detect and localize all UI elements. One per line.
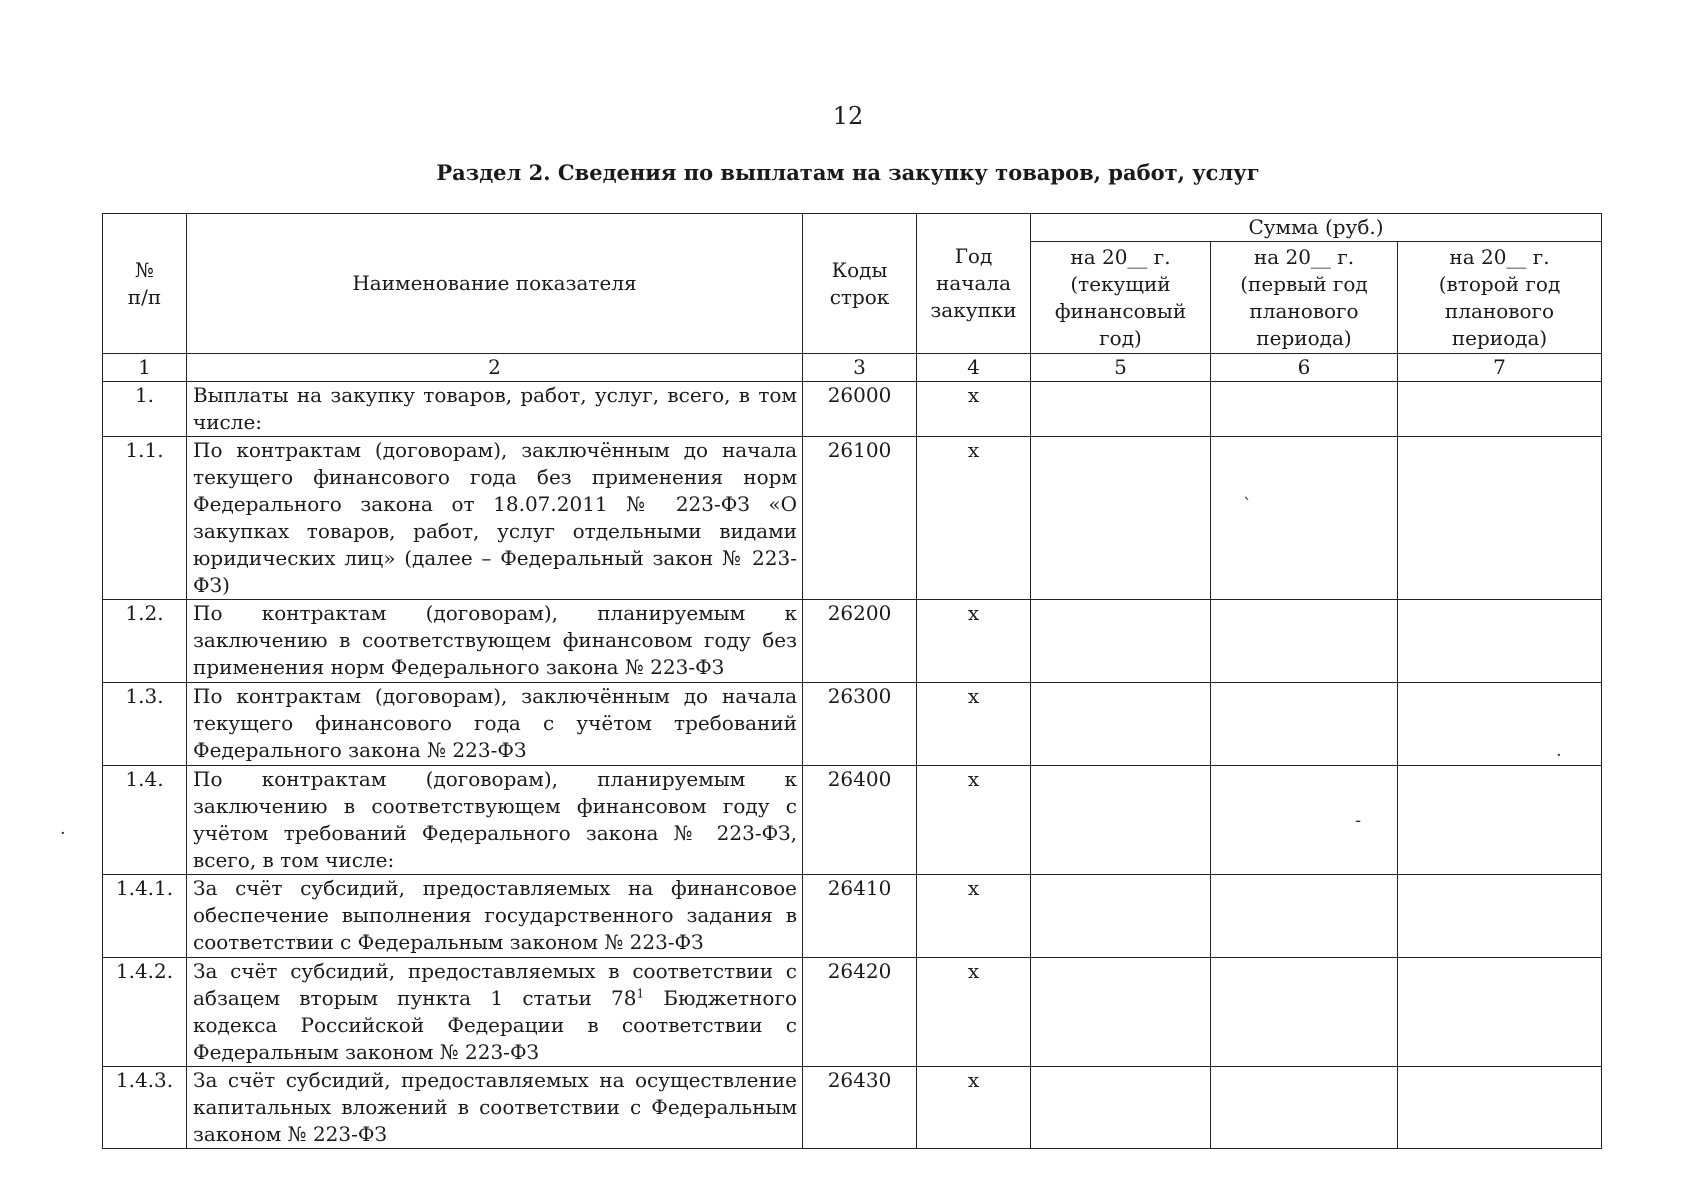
header-col6 <box>1211 242 1398 354</box>
row-year: х <box>917 1067 1031 1149</box>
table-row <box>103 1067 1602 1149</box>
row-name: Выплаты на закупку товаров, работ, услуг, всего, в том числе: <box>187 382 803 437</box>
header-year-text: Год начала закупки <box>930 244 1017 322</box>
row-year: х <box>917 683 1031 766</box>
sum-second-plan-year-cell[interactable] <box>1398 600 1602 683</box>
row-name <box>187 958 803 1067</box>
sum-first-plan-year-cell[interactable] <box>1211 437 1398 600</box>
header-col5 <box>1031 242 1211 354</box>
row-name: По контрактам (договорам), заключённым до начала текущего финансового года с учётом требований Федерального закона № 223-ФЗ <box>187 683 803 766</box>
scan-speck: · <box>60 823 66 844</box>
sum-first-plan-year-cell[interactable] <box>1211 382 1398 437</box>
sum-current-year-cell[interactable] <box>1031 1067 1211 1149</box>
sum-current-year-cell[interactable] <box>1031 683 1211 766</box>
scan-speck: · <box>1556 745 1562 766</box>
row-name: За счёт субсидий, предоставляемых на финансовое обеспечение выполнения государственного задания в соответствии с Федеральным законом № 223-ФЗ <box>187 875 803 958</box>
sum-second-plan-year-cell[interactable] <box>1398 766 1602 875</box>
header-col7 <box>1398 242 1602 354</box>
header-code <box>803 214 917 354</box>
column-number: 6 <box>1211 354 1398 382</box>
row-number: 1.2. <box>103 600 187 683</box>
payments-table <box>102 213 1602 1149</box>
row-number: 1.4.3. <box>103 1067 187 1149</box>
table-row <box>103 683 1602 766</box>
header-num-text: № п/п <box>127 257 162 309</box>
sum-second-plan-year-cell[interactable] <box>1398 875 1602 958</box>
row-name: За счёт субсидий, предоставляемых на осуществление капитальных вложений в соответствии с Федеральным законом № 223-ФЗ <box>187 1067 803 1149</box>
row-number: 1.4.2. <box>103 958 187 1067</box>
row-name: По контрактам (договорам), планируемым к заключению в соответствующем финансовом году без применения норм Федерального закона № 223-ФЗ <box>187 600 803 683</box>
sum-first-plan-year-cell[interactable] <box>1211 600 1398 683</box>
row-number: 1.1. <box>103 437 187 600</box>
row-code: 26000 <box>803 382 917 437</box>
row-number: 1.3. <box>103 683 187 766</box>
header-num <box>103 214 187 354</box>
scan-speck: ` <box>1243 495 1252 516</box>
table-row <box>103 382 1602 437</box>
sum-current-year-cell[interactable] <box>1031 875 1211 958</box>
row-name: По контрактам (договорам), планируемым к заключению в соответствующем финансовом году с учётом требований Федерального закона № 223-ФЗ, всего, в том числе: <box>187 766 803 875</box>
sum-first-plan-year-cell[interactable] <box>1211 1067 1398 1149</box>
sum-current-year-cell[interactable] <box>1031 958 1211 1067</box>
sum-second-plan-year-cell[interactable] <box>1398 958 1602 1067</box>
row-code: 26100 <box>803 437 917 600</box>
header-col7-text: на 20__ г. (второй год планового периода) <box>1438 244 1561 350</box>
row-year: х <box>917 766 1031 875</box>
sum-current-year-cell[interactable] <box>1031 382 1211 437</box>
header-sum-text: Сумма (руб.) <box>1248 215 1384 239</box>
sum-current-year-cell[interactable] <box>1031 600 1211 683</box>
row-year: х <box>917 382 1031 437</box>
row-code: 26300 <box>803 683 917 766</box>
row-code: 26420 <box>803 958 917 1067</box>
table-row <box>103 766 1602 875</box>
header-year <box>917 214 1031 354</box>
column-number: 7 <box>1398 354 1602 382</box>
row-year: х <box>917 958 1031 1067</box>
header-name <box>187 214 803 354</box>
row-year: х <box>917 437 1031 600</box>
column-number: 5 <box>1031 354 1211 382</box>
page-number: 12 <box>832 102 864 130</box>
sum-second-plan-year-cell[interactable] <box>1398 382 1602 437</box>
table-row <box>103 437 1602 600</box>
header-col6-text: на 20__ г. (первый год планового периода) <box>1240 244 1368 350</box>
sum-current-year-cell[interactable] <box>1031 766 1211 875</box>
sum-second-plan-year-cell[interactable] <box>1398 683 1602 766</box>
row-code: 26400 <box>803 766 917 875</box>
row-code: 26200 <box>803 600 917 683</box>
row-number: 1.4. <box>103 766 187 875</box>
header-sum <box>1031 214 1602 242</box>
row-number: 1.4.1. <box>103 875 187 958</box>
row-name: По контрактам (договорам), заключённым до начала текущего финансового года без применения норм Федерального закона от 18.07.2011 № 223-ФЗ «О закупках товаров, работ, услуг отдельными видами юридических лиц» (далее – Федеральный закон № 223-ФЗ) <box>187 437 803 600</box>
row-code: 26410 <box>803 875 917 958</box>
column-number: 1 <box>103 354 187 382</box>
table-row <box>103 600 1602 683</box>
row-year: х <box>917 875 1031 958</box>
column-number: 3 <box>803 354 917 382</box>
sum-first-plan-year-cell[interactable] <box>1211 683 1398 766</box>
sum-second-plan-year-cell[interactable] <box>1398 437 1602 600</box>
header-col5-text: на 20__ г. (текущий финансовый год) <box>1054 244 1187 350</box>
row-number: 1. <box>103 382 187 437</box>
scan-speck: - <box>1355 810 1362 831</box>
sum-current-year-cell[interactable] <box>1031 437 1211 600</box>
table-row <box>103 958 1602 1067</box>
row-name-part: За счёт субсидий, предоставляемых в соответствии с абзацем вторым пункта 1 статьи 78 <box>193 959 797 1010</box>
sum-first-plan-year-cell[interactable] <box>1211 875 1398 958</box>
sum-first-plan-year-cell[interactable] <box>1211 766 1398 875</box>
row-year: х <box>917 600 1031 683</box>
column-number: 4 <box>917 354 1031 382</box>
sum-second-plan-year-cell[interactable] <box>1398 1067 1602 1149</box>
column-number: 2 <box>187 354 803 382</box>
row-name-part: Бюджетного кодекса Российской Федерации в соответствии с Федеральным законом № 223-ФЗ <box>193 986 797 1064</box>
row-code: 26430 <box>803 1067 917 1149</box>
row-name-superscript: 1 <box>636 986 645 1001</box>
header-name-text: Наименование показателя <box>352 271 637 295</box>
column-number-row <box>103 354 1602 382</box>
section-title: Раздел 2. Сведения по выплатам на закупку товаров, работ, услуг <box>436 160 1260 185</box>
sum-first-plan-year-cell[interactable] <box>1211 958 1398 1067</box>
header-code-text: Коды строк <box>829 257 890 309</box>
table-row <box>103 875 1602 958</box>
